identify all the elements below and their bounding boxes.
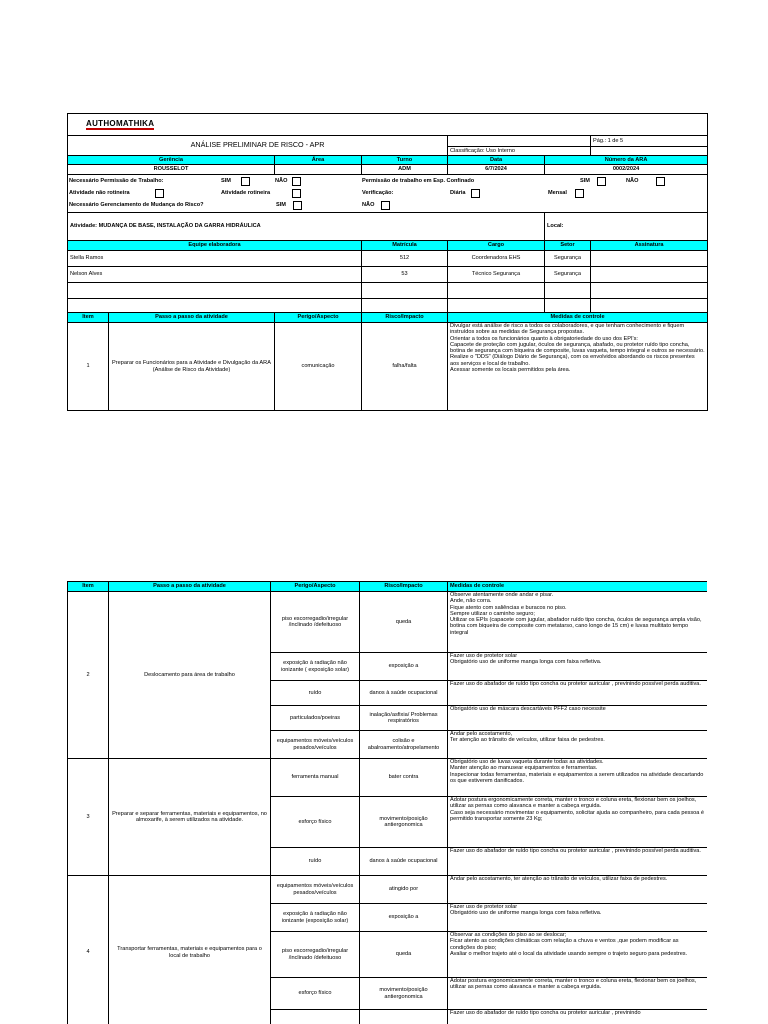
step-row (68, 592, 708, 653)
work-permit-nao: NÃO (275, 178, 288, 184)
step-hazard: esforço físico (271, 797, 360, 848)
step-hazard: comunicação (275, 323, 362, 411)
activity-location: Local: (545, 213, 708, 241)
step-risk: queda (360, 932, 448, 978)
change-mgmt-sim-checkbox[interactable] (293, 201, 302, 210)
step-hazard: exposição à radiação não ionizante (exposição solar) (271, 904, 360, 932)
header-gerencia: Gerência (68, 156, 275, 165)
step-row (68, 759, 708, 797)
permit-row-2 (68, 187, 708, 199)
step-measures: Obrigatório uso de luvas vaqueta durante todas as atividades. Manter atenção ao manusear equipamentos e ferramentas. Inspecionar todas ferramentas, materiais e equipamentos a serem utilizados na atividade descartando os que estiverem danificados. (448, 759, 708, 797)
change-mgmt-sim: SIM (276, 202, 286, 208)
team-member-signature[interactable] (591, 267, 708, 283)
step-measures: Observe atentamente onde andar e pisar. Ande, não corra. Fique atento com saliências e buracos no piso. Sempre utilizar o caminho seguro; Utilizar os EPIs (capacete com jugular, abafador ruído tipo concha, óculos de segurança ampla visão, botina com biqueira de composite com metatarso, cano longo de 15 cm) e luvas multitato tempo integral (448, 592, 708, 653)
step-hazard: particulados/poeiras (271, 706, 360, 731)
team-member-role: Coordenadora EHS (448, 251, 545, 267)
step-item: 2 (68, 592, 109, 759)
permit-row-1 (68, 175, 708, 188)
team-row-empty (68, 283, 708, 299)
step-description: Preparar os Funcionários para a Atividade e Divulgação da ARA (Análise de Risco da Atividade) (109, 323, 275, 411)
step-header-step: Passo a passo da atividade (109, 313, 275, 323)
step-hazard: ruído (271, 681, 360, 706)
confined-sim-checkbox[interactable] (597, 177, 606, 186)
step-measures: Divulgar está análise de risco a todos os colaboradores, e que tenham conhecimento e fiquem instruídos sobre as medidas de Segurança propostas. Orientar a todos os funcionários quanto à obrigatoriedade do uso dos EPI's: Capacete de proteção com jugular, óculos de segurança, abafado, ou protetor ruído tipo concha, botina de segurança com biqueira de composite, luvas vaqueta, tempo integral e outros se necessário. Realize o "DDS" (Diálogo Diário de Segurança), com os envolvidos abordando os riscos presentes aos serviços e local de trabalho. Acessar somente os locais permitidos pela área. (448, 323, 708, 411)
step-hazard (271, 1010, 360, 1024)
step-header-hazard: Perigo/Aspecto (275, 313, 362, 323)
change-mgmt-nao: NÃO (362, 202, 375, 208)
step-header-hazard: Perigo/Aspecto (271, 582, 360, 592)
step-item: 4 (68, 876, 109, 1024)
step-measures: Adotar postura ergonomicamente correta, manter o tronco e coluna ereta, flexionar bem os joelhos, utilizar as pernas como alavanca e manter a cabeça erguida. Caso seja necessário movimentar o equipamento, solicitar ajuda ao companheiro, para cada pessoa é permitido transportar somente 23 Kg; (448, 797, 708, 848)
step-measures: Fazer uso do abafador de ruído tipo concha ou protetor auricular , previnindo possível perda auditiva. (448, 681, 708, 706)
header-turno: Turno (362, 156, 448, 165)
apr-form-page-2 (67, 581, 707, 1024)
value-data: 6/7/2024 (448, 165, 545, 175)
team-member-sector: Segurança (545, 267, 591, 283)
step-risk: bater contra (360, 759, 448, 797)
step-measures: Fazer uso de protetor solar Obrigatório uso de uniforme manga longa com faixa refletiva. (448, 653, 708, 681)
apr-steps-table (67, 581, 707, 1024)
step-measures: Observar as condições do piso ao se deslocar; Ficar atento as condições climáticas com relação a chuva e ventos ,que podem modificar as condições do piso; Avaliar o melhor trajeto até o local da atividade usando sempre o trajeto seguro para pedestres. (448, 932, 708, 978)
team-header-id: Matrícula (362, 241, 448, 251)
step-header-step: Passo a passo da atividade (109, 582, 271, 592)
step-risk: exposição a (360, 653, 448, 681)
non-routine-checkbox[interactable] (155, 189, 164, 198)
confined-sim: SIM (580, 178, 590, 184)
step-header-measures: Medidas de controle (448, 313, 708, 323)
logo-cell (68, 114, 708, 136)
step-description: Transportar ferramentas, materiais e equipamentos para o local de trabalho (109, 876, 271, 1024)
step-risk (360, 1010, 448, 1024)
step-description: Preparar e separar ferramentas, materiais e equipamentos, no almoxarife, à serem utilizados na atividade. (109, 759, 271, 876)
work-permit-sim: SIM (221, 178, 231, 184)
team-row-empty (68, 299, 708, 313)
step-hazard: esforço físico (271, 978, 360, 1010)
confined-space-label: Permissão de trabalho em Esp. Confinado (362, 178, 475, 184)
step-hazard: equipamentos móveis/veículos pesados/veículos (271, 876, 360, 904)
team-member-name: Stella Ramos (68, 251, 362, 267)
value-turno: ADM (362, 165, 448, 175)
team-member-signature[interactable] (591, 251, 708, 267)
activity-description: Atividade: MUDANÇA DE BASE, INSTALAÇÃO DA GARRA HIDRÁULICA (68, 213, 545, 241)
verification-label: Verificação: (362, 190, 394, 196)
team-member-name: Nelson Alves (68, 267, 362, 283)
team-member-sector: Segurança (545, 251, 591, 267)
company-logo: AUTHOMATHIKA (86, 119, 155, 128)
step-risk: exposição a (360, 904, 448, 932)
daily-label: Diária (450, 190, 466, 196)
daily-checkbox[interactable] (471, 189, 480, 198)
step-hazard: ferramenta manual (271, 759, 360, 797)
step-hazard: piso escorregadio/irregular /inclinado /defeituoso (271, 592, 360, 653)
header-data: Data (448, 156, 545, 165)
value-numero-ara: 0002/2024 (545, 165, 708, 175)
classification: Classificação: Uso Interno (448, 147, 591, 156)
header-area: Área (275, 156, 362, 165)
step-measures: Fazer uso do abafador de ruído tipo concha ou protetor auricular , previnindo (448, 1010, 708, 1024)
step-row (68, 876, 708, 904)
step-header-item: Item (68, 313, 109, 323)
routine-checkbox[interactable] (292, 189, 301, 198)
step-measures: Fazer uso do abafador de ruído tipo concha ou protetor auricular , previnindo possível perda auditiva. (448, 848, 708, 876)
step-risk: danos à saúde ocupacional (360, 848, 448, 876)
team-header-signature: Assinatura (591, 241, 708, 251)
step-item: 3 (68, 759, 109, 876)
step-risk: atingido por (360, 876, 448, 904)
step-row (68, 323, 708, 411)
step-measures: Andar pelo acostamento, ter atenção ao trânsito de veículos, utilizar faixa de pedestres. (448, 876, 708, 904)
confined-nao-checkbox[interactable] (656, 177, 665, 186)
team-row (68, 251, 708, 267)
apr-form-page-1 (67, 113, 707, 431)
apr-header-table (67, 113, 708, 411)
non-routine-label: Atividade não rotineira (69, 190, 130, 196)
work-permit-sim-checkbox[interactable] (241, 177, 250, 186)
step-risk: colisão e abalroamento/atropelamento (360, 731, 448, 759)
step-risk: danos à saúde ocupacional (360, 681, 448, 706)
team-row (68, 267, 708, 283)
form-title: ANÁLISE PRELIMINAR DE RISCO - APR (68, 136, 448, 156)
step-risk: movimento/posição antiergonomica (360, 797, 448, 848)
value-gerencia: ROUSSELOT (68, 165, 275, 175)
team-member-id: 512 (362, 251, 448, 267)
routine-label: Atividade rotineira (221, 190, 271, 196)
change-mgmt-nao-checkbox[interactable] (381, 201, 390, 210)
step-header-risk: Risco/Impacto (362, 313, 448, 323)
header-numero-ara: Número da ARA (545, 156, 708, 165)
step-risk: movimento/posição antiergonomica (360, 978, 448, 1010)
value-area (275, 165, 362, 175)
step-risk: queda (360, 592, 448, 653)
team-member-role: Técnico Segurança (448, 267, 545, 283)
step-measures: Obrigatório uso de máscara descartáveis PFF2 caso necessite (448, 706, 708, 731)
work-permit-nao-checkbox[interactable] (292, 177, 301, 186)
step-item: 1 (68, 323, 109, 411)
step-measures: Adotar postura ergonomicamente correta, manter o tronco e coluna ereta, flexionar bem os joelhos, utilizar as pernas como alavanca e manter a cabeça erguida. (448, 978, 708, 1010)
step-description: Deslocamento para área de trabalho (109, 592, 271, 759)
step-measures: Andar pelo acostamento, Ter atenção ao trânsito de veículos, utilizar faixa de pedestres. (448, 731, 708, 759)
work-permit-label: Necessário Permissão de Trabalho: (69, 178, 164, 184)
team-header-name: Equipe elaboradora (68, 241, 362, 251)
step-hazard: equipamentos móveis/veículos pesados/veículos (271, 731, 360, 759)
team-member-id: 53 (362, 267, 448, 283)
step-header-risk: Risco/Impacto (360, 582, 448, 592)
confined-nao: NÃO (626, 178, 639, 184)
step-hazard: exposição à radiação não ionizante ( exposição solar) (271, 653, 360, 681)
step-hazard: ruído (271, 848, 360, 876)
step-header-measures: Medidas de controle (448, 582, 708, 592)
step-measures: Fazer uso de protetor solar Obrigatório uso de uniforme manga longa com faixa refletiva. (448, 904, 708, 932)
permit-row-3 (68, 199, 708, 213)
team-header-role: Cargo (448, 241, 545, 251)
page-number: Pág.: 1 de 5 (591, 136, 708, 147)
monthly-label: Mensal (548, 190, 567, 196)
monthly-checkbox[interactable] (575, 189, 584, 198)
step-header-item: Item (68, 582, 109, 592)
team-header-sector: Setor (545, 241, 591, 251)
step-risk: inalação/asfixia/ Problemas respiratórios (360, 706, 448, 731)
change-mgmt-label: Necessário Gerenciamento de Mudança do Risco? (69, 202, 204, 208)
step-hazard: piso escorregadio/irregular /inclinado /defeituoso (271, 932, 360, 978)
step-risk: falha/falta (362, 323, 448, 411)
